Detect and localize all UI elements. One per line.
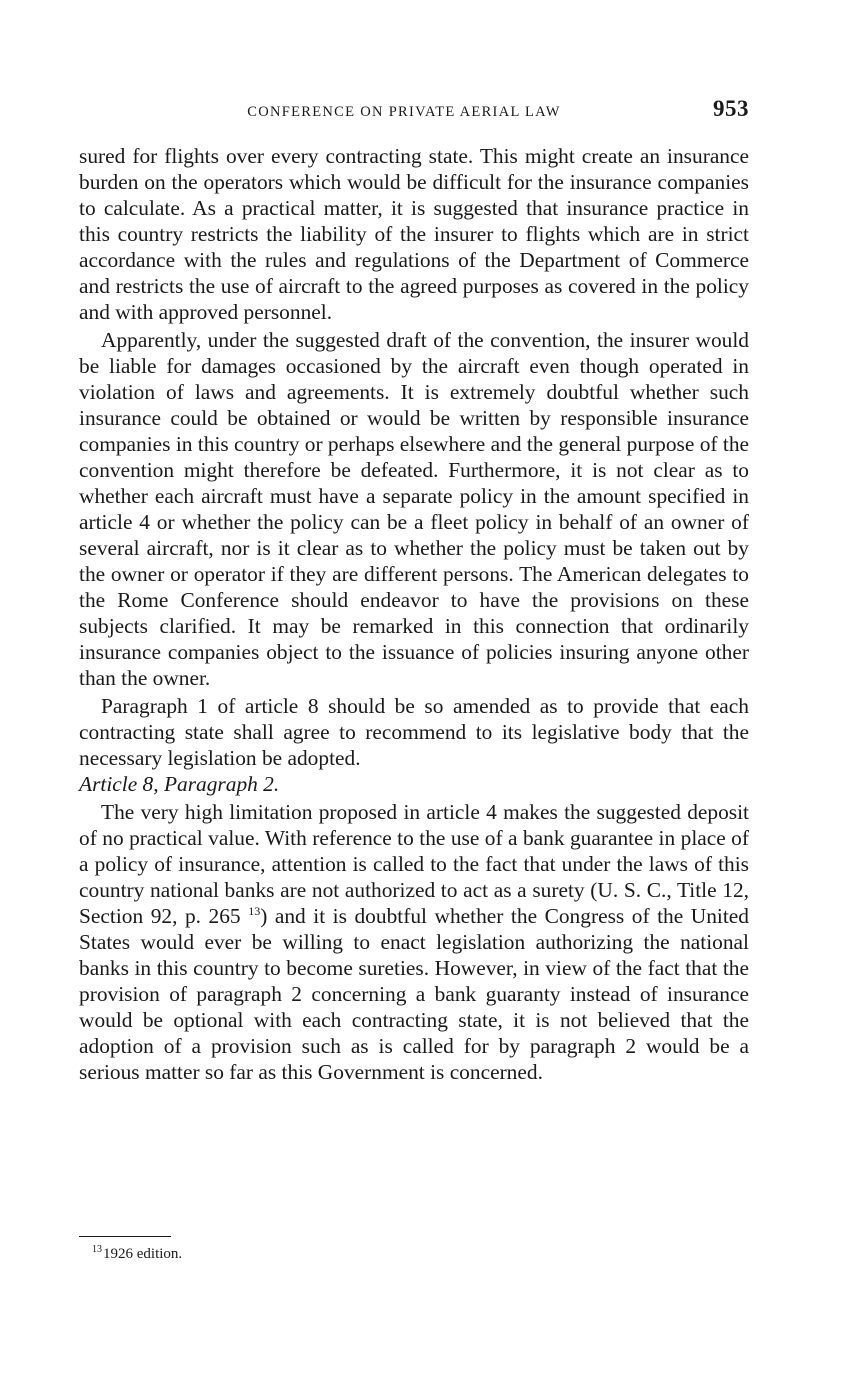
- running-title: CONFERENCE ON PRIVATE AERIAL LAW: [247, 104, 561, 120]
- body-text: [79, 143, 749, 1085]
- section-heading: Article 8, Paragraph 2.: [79, 772, 280, 796]
- page-number: 953: [713, 96, 749, 121]
- footnote-mark: 13: [92, 1244, 102, 1255]
- running-head: [79, 96, 749, 128]
- paragraph-4-text-b: ) and it is doubtful whether the Congress of the United States would ever be willing to enact legislation authorizing the national banks in this country to become sureties. However, in view of the fact that the provision of paragraph 2 concerning a bank guaranty instead of insurance would be optional with each contracting state, it is not believed that the adoption of a provision such as is called for by paragraph 2 would be a serious matter so far as this Government is concerned.: [79, 904, 749, 1084]
- footnote: [92, 1246, 182, 1263]
- footnote-divider: [79, 1236, 171, 1237]
- paragraph-1: sured for flights over every contracting state. This might create an insurance burden on the operators which would be difficult for the insurance companies to calculate. As a practical matter, it is suggested that insurance practice in this country restricts the liability of the insurer to flights which are in strict accordance with the rules and regulations of the Department of Commerce and restricts the use of aircraft to the agreed purposes as covered in the policy and with approved personnel.: [79, 144, 749, 324]
- paragraph-2: Apparently, under the suggested draft of the convention, the insurer would be liable for damages occasioned by the aircraft even though operated in violation of laws and agreements. It is extremely doubtful whether such insurance could be obtained or would be written by responsible insurance companies in this country or perhaps elsewhere and the general purpose of the convention might therefore be defeated. Furthermore, it is not clear as to whether each aircraft must have a separate policy in the amount specified in article 4 or whether the policy can be a fleet policy in behalf of an owner of several aircraft, nor is it clear as to whether the policy must be taken out by the owner or operator if they are different persons. The American delegates to the Rome Conference should endeavor to have the provisions on these subjects clarified. It may be remarked in this connection that ordinarily insurance companies object to the issuance of policies insuring anyone other than the owner.: [79, 328, 750, 690]
- paragraph-4-text-a: The very high limitation proposed in article 4 makes the suggested deposit of no practical value. With reference to the use of a bank guarantee in place of a policy of insurance, attention is called to the fact that under the laws of this country national banks are not authorized to act as a surety (U. S. C., Title 12, Section 92, p. 265: [79, 800, 749, 928]
- footnote-text: 1926 edition.: [103, 1246, 183, 1262]
- paragraph-3: Paragraph 1 of article 8 should be so amended as to provide that each contracting state shall agree to recommend to its legislative body that the necessary legislation be adopted.: [79, 694, 749, 770]
- paragraph-4: [79, 799, 749, 1085]
- footnote-reference: 13: [248, 903, 261, 918]
